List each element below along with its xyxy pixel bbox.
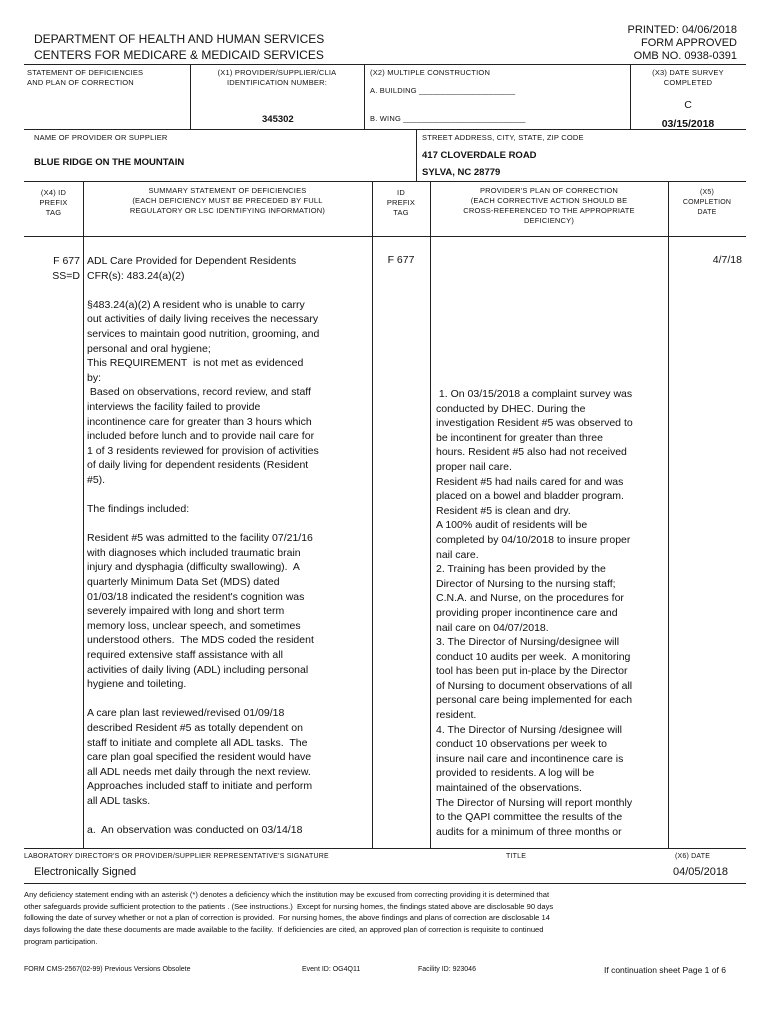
signature-date: 04/05/2018: [673, 866, 729, 878]
signature-label: LABORATORY DIRECTOR'S OR PROVIDER/SUPPLIER REPRESENTATIVE'S SIGNATURE: [24, 853, 329, 860]
department-title: DEPARTMENT OF HEALTH AND HUMAN SERVICES: [34, 32, 325, 46]
statement-label-2: AND PLAN OF CORRECTION: [27, 78, 134, 87]
printed-date: PRINTED: 04/06/2018: [627, 24, 737, 36]
summary-header-3: REGULATORY OR LSC IDENTIFYING INFORMATION): [129, 206, 326, 215]
page-indicator: If continuation sheet Page 1 of 6: [604, 965, 726, 975]
provider-name: BLUE RIDGE ON THE MOUNTAIN: [34, 157, 185, 168]
title-label: TITLE: [506, 853, 527, 860]
x2-wing: B. WING ____________________________: [370, 114, 526, 123]
plan-header-2: (EACH CORRECTIVE ACTION SHOULD BE: [470, 196, 628, 205]
x1-label-2: IDENTIFICATION NUMBER:: [226, 78, 328, 87]
id-label-2: PREFIX: [386, 198, 416, 207]
signature-value: Electronically Signed: [34, 866, 137, 878]
id-label-3: TAG: [393, 208, 409, 217]
facility-id: Facility ID: 923046: [418, 966, 476, 973]
city-state-zip: SYLVA, NC 28779: [422, 167, 501, 178]
x3-label-2: COMPLETED: [663, 78, 713, 87]
disclaimer-text: Any deficiency statement ending with an asterisk (*) denotes a deficiency which the institution may be excused from correcting providing it is determined that other safeguards provide sufficient protection to the patients . (See instructions.) Except for nursing homes, the findings stated above are disclosable 90 days following the date of survey whether or not a plan of correction is provided. For nursing homes, the above findings and plans of correction are disclosable 14 days following the date these documents are made available to the facility. If deficiencies are cited, an approved plan of correction is requisite to continued program participation.: [24, 890, 554, 946]
plan-header-4: DEFICIENCY): [523, 216, 575, 225]
plan-header: PROVIDER'S PLAN OF CORRECTION: [479, 186, 619, 195]
x2-label: (X2) MULTIPLE CONSTRUCTION: [370, 68, 491, 77]
plan-id-tag: F 677: [387, 254, 415, 266]
x3-label: (X3) DATE SURVEY: [652, 68, 724, 77]
x5-label-3: DATE: [697, 209, 717, 216]
event-id: Event ID: OG4Q11: [302, 966, 361, 973]
survey-letter: C: [684, 99, 692, 111]
x4-label-3: TAG: [45, 208, 62, 217]
agency-title: CENTERS FOR MEDICARE & MEDICAID SERVICES: [34, 48, 324, 62]
date-label: (X6) DATE: [675, 853, 711, 860]
street-address: 417 CLOVERDALE ROAD: [422, 150, 537, 161]
provider-id-number: 345302: [262, 114, 294, 125]
summary-header-2: (EACH DEFICIENCY MUST BE PRECEDED BY FULL: [132, 196, 323, 205]
x2-building: A. BUILDING ______________________: [370, 86, 516, 95]
omb-number: OMB NO. 0938-0391: [633, 50, 737, 62]
id-label: ID: [397, 188, 405, 197]
scope-severity: SS=D: [52, 269, 80, 282]
plan-of-correction: 1. On 03/15/2018 a complaint survey was conducted by DHEC. During the investigation Resident #5 was observed to be incontinent for greater than three hours. Resident #5 also had not received proper nail care. Resident #5 had nails cared for and was placed on a bowel and bladder program. Resident #5 is clean and dry. A 100% audit of residents will be completed by 04/10/2018 to insure proper nail care. 2. Training has been provided by the Director of Nursing to the nursing staff; C.N.A. and Nurse, on the procedures for providing proper incontinence care and nail care on 04/07/2018. 3. The Director of Nursing/designee will conduct 10 audits per week. A monitoring tool has been put in-place by the Director of Nursing to document observations of all personal care being implemented for each resident. 4. The Director of Nursing /designee will conduct 10 observations per week to insure nail care and incontinence care is provided to residents. A log will be maintained of the observations. The Director of Nursing will report monthly to the QAPI committee the results of the audits for a minimum of three months or: [436, 388, 633, 838]
x1-label: (X1) PROVIDER/SUPPLIER/CLIA: [217, 68, 337, 77]
x5-label: (X5): [699, 189, 715, 196]
address-label: STREET ADDRESS, CITY, STATE, ZIP CODE: [422, 133, 584, 142]
x5-label-2: COMPLETION: [682, 199, 732, 206]
form-number: FORM CMS-2567(02-99) Previous Versions Obsolete: [24, 966, 191, 973]
statement-label: STATEMENT OF DEFICIENCIES: [27, 68, 144, 77]
survey-date: 03/15/2018: [661, 118, 715, 130]
summary-header: SUMMARY STATEMENT OF DEFICIENCIES: [148, 186, 307, 195]
provider-name-label: NAME OF PROVIDER OR SUPPLIER: [34, 133, 168, 142]
form-approved: FORM APPROVED: [641, 37, 737, 49]
plan-header-3: CROSS-REFERENCED TO THE APPROPRIATE: [463, 206, 635, 215]
x4-label-2: PREFIX: [39, 198, 68, 207]
summary-statement: ADL Care Provided for Dependent Residents CFR(s): 483.24(a)(2) §483.24(a)(2) A resident who is unable to carry out activities of daily living receives the necessary services to maintain good nutrition, grooming, and personal and oral hygiene; This REQUIREMENT is not met as evidenced by: Based on observations, record review, and staff interviews the facility failed to provide incontinence care for greater than 3 hours which included before lunch and to provide nail care for 1 of 3 residents reviewed for provision of activities of daily living for dependent residents (Resident #5). The findings included: Resident #5 was admitted to the facility 07/21/16 with diagnoses which included traumatic brain injury and dysphagia (difficulty swallowing). A quarterly Minimum Data Set (MDS) dated 01/03/18 indicated the resident's cognition was severely impaired with long and short term memory loss, unclear speech, and sometimes understood others. The MDS coded the resident required extensive staff assistance with all activities of daily living (ADL) including personal hygiene and toileting. A care plan last reviewed/revised 01/09/18 described Resident #5 as totally dependent on staff to initiate and complete all ADL tasks. The care plan goal specified the resident would have all ADL needs met daily through the next review. Approaches included staff to initiate and perform all ADL tasks. a. An observation was conducted on 03/14/18: [87, 255, 320, 837]
x4-label: (X4) ID: [40, 188, 67, 197]
deficiency-tag: F 677: [53, 255, 80, 267]
completion-date: 4/7/18: [712, 254, 742, 266]
